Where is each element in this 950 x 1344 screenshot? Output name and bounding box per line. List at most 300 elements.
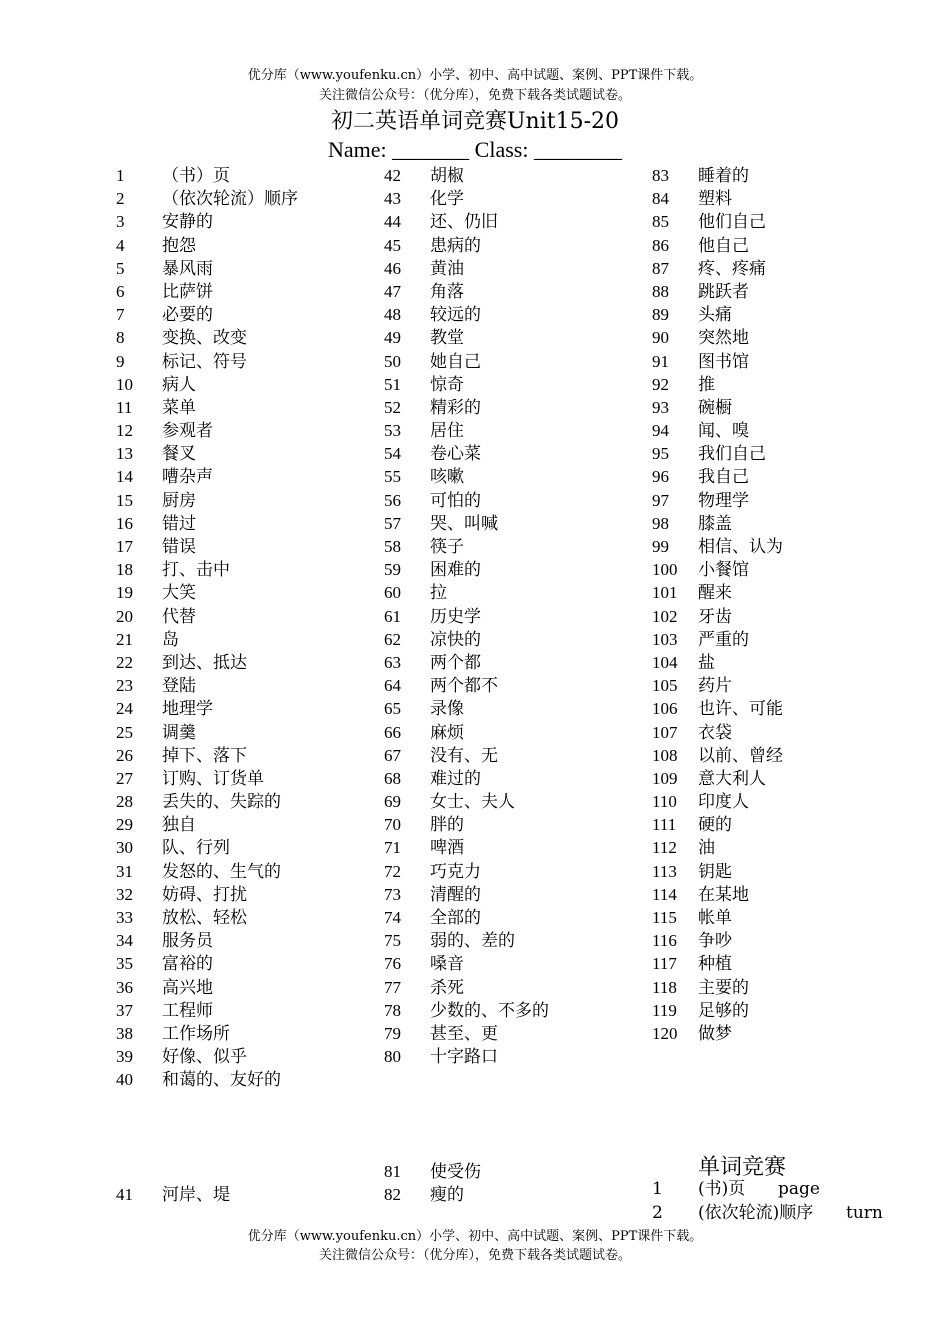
word-item [384, 257, 549, 280]
word-item [652, 535, 783, 558]
word-chinese: 录像 [430, 699, 464, 720]
word-chinese: 卷心菜 [430, 444, 481, 465]
word-chinese: 安静的 [162, 212, 213, 233]
word-chinese: 黄油 [430, 258, 464, 279]
word-chinese: 错过 [162, 513, 196, 534]
word-number: 43 [384, 189, 401, 209]
word-chinese: 头痛 [698, 305, 732, 326]
word-item [116, 999, 298, 1022]
page-title: 初二英语单词竞赛Unit15-20 [330, 109, 619, 134]
word-column-3 [652, 164, 783, 1045]
word-chinese: 暴风雨 [162, 258, 213, 279]
word-item [652, 442, 783, 465]
word-item [652, 419, 783, 442]
word-chinese: 她自己 [430, 351, 481, 372]
word-number: 54 [384, 444, 401, 464]
word-number: 37 [116, 1000, 133, 1020]
word-number: 117 [652, 954, 677, 974]
word-number: 52 [384, 397, 401, 417]
word-chinese: 疼、疼痛 [698, 258, 766, 279]
word-number: 3 [116, 212, 125, 232]
word-chinese: 帐单 [698, 908, 732, 928]
word-number: 55 [384, 467, 401, 487]
word-number: 64 [384, 676, 401, 696]
word-item [652, 257, 783, 280]
word-item [384, 628, 549, 651]
word-item [384, 790, 549, 813]
word-number: 113 [652, 861, 677, 881]
word-number: 56 [384, 490, 401, 510]
word-number: 23 [116, 676, 133, 696]
word-number: 106 [652, 699, 678, 719]
word-number: 10 [116, 374, 133, 394]
word-chinese: 油 [698, 838, 715, 859]
word-chinese: 菜单 [162, 397, 196, 418]
word-number: 41 [116, 1185, 133, 1204]
word-chinese: 药片 [698, 676, 732, 697]
word-chinese: 胡椒 [430, 166, 464, 186]
word-chinese: 惊奇 [430, 374, 464, 395]
word-chinese: 病人 [162, 374, 196, 395]
word-number: 74 [384, 908, 401, 927]
word-item [652, 512, 783, 535]
word-chinese: 患病的 [430, 235, 481, 256]
word-number: 78 [384, 1000, 401, 1020]
word-number: 26 [116, 745, 133, 765]
word-chinese: （依次轮流）顺序 [162, 189, 298, 210]
word-item [384, 442, 549, 465]
word-number: 32 [116, 884, 133, 904]
word-number: 47 [384, 281, 401, 301]
word-item [116, 1022, 298, 1045]
word-item [652, 976, 783, 999]
word-item [116, 1045, 298, 1068]
word-number: 61 [384, 606, 401, 626]
answer-number: 1 [652, 1179, 663, 1199]
word-number: 107 [652, 722, 678, 742]
word-number: 27 [116, 768, 133, 788]
word-chinese: 突然地 [698, 328, 749, 349]
word-number: 50 [384, 351, 401, 371]
word-item [384, 373, 549, 396]
word-item [116, 628, 298, 651]
word-number: 72 [384, 861, 401, 881]
word-item [116, 164, 298, 187]
word-number: 94 [652, 421, 669, 441]
word-item [384, 396, 549, 419]
word-item [116, 1068, 298, 1091]
word-number: 9 [116, 351, 125, 371]
word-item [652, 952, 783, 975]
word-number: 19 [116, 583, 133, 603]
word-chinese: 筷子 [430, 537, 464, 557]
word-item [652, 558, 783, 581]
word-number: 101 [652, 583, 678, 603]
word-chinese: 以前、曾经 [698, 745, 783, 766]
word-item [652, 883, 783, 906]
word-chinese: 工作场所 [162, 1023, 230, 1044]
word-chinese: 跳跃者 [698, 281, 749, 302]
word-item [652, 280, 783, 303]
word-chinese: 错误 [162, 537, 196, 557]
word-chinese: 较远的 [430, 305, 481, 326]
word-number: 98 [652, 513, 669, 533]
word-chinese: 衣袋 [698, 722, 732, 743]
word-number: 75 [384, 931, 401, 951]
word-number: 81 [384, 1162, 401, 1181]
word-chinese: 全部的 [430, 908, 481, 928]
word-chinese: 睡着的 [698, 166, 749, 186]
word-item [652, 721, 783, 744]
word-chinese: 登陆 [162, 676, 196, 697]
word-number: 87 [652, 258, 669, 278]
word-item [116, 674, 298, 697]
word-number: 8 [116, 328, 125, 348]
word-number: 95 [652, 444, 669, 464]
word-number: 59 [384, 560, 401, 580]
word-chinese: 独自 [162, 815, 196, 836]
word-item [384, 999, 549, 1022]
word-number: 35 [116, 954, 133, 974]
word-number: 63 [384, 652, 401, 672]
word-chinese: 女士、夫人 [430, 792, 515, 813]
word-item [384, 767, 549, 790]
word-item [652, 164, 783, 187]
word-chinese: 十字路口 [430, 1047, 498, 1068]
word-item [384, 952, 549, 975]
word-chinese: 使受伤 [430, 1162, 481, 1182]
word-number: 5 [116, 258, 125, 278]
word-item [652, 651, 783, 674]
word-number: 86 [652, 235, 669, 255]
word-chinese: 醒来 [698, 583, 732, 604]
word-item [652, 605, 783, 628]
word-chinese: 困难的 [430, 560, 481, 581]
word-chinese: 必要的 [162, 305, 213, 326]
word-number: 29 [116, 815, 133, 835]
word-number: 25 [116, 722, 133, 742]
word-number: 96 [652, 467, 669, 487]
word-number: 65 [384, 699, 401, 719]
word-chinese: 两个都 [430, 652, 481, 673]
word-number: 20 [116, 606, 133, 626]
word-chinese: 订购、订货单 [162, 768, 264, 789]
word-number: 73 [384, 884, 401, 904]
word-item [116, 697, 298, 720]
word-item [652, 465, 783, 488]
word-number: 42 [384, 166, 401, 185]
word-item [652, 303, 783, 326]
footer-line-1: 优分库（www.youfenku.cn）小学、初中、高中试题、案例、PPT课件下载。 [247, 1229, 703, 1244]
word-chinese: 弱的、差的 [430, 931, 515, 952]
word-column-1 [116, 164, 298, 1092]
word-item [116, 651, 298, 674]
word-chinese: 妨碍、打扰 [162, 884, 247, 905]
word-chinese: 种植 [698, 954, 732, 975]
word-item [652, 1022, 783, 1045]
word-chinese: 膝盖 [698, 513, 732, 534]
word-item [116, 976, 298, 999]
word-chinese: 我们自己 [698, 444, 766, 465]
word-number: 67 [384, 745, 401, 765]
word-item [116, 442, 298, 465]
word-chinese: 足够的 [698, 1000, 749, 1021]
word-number: 40 [116, 1070, 133, 1090]
word-number: 77 [384, 977, 401, 997]
word-chinese: 河岸、堤 [162, 1185, 230, 1205]
word-number: 4 [116, 235, 125, 255]
word-item [116, 326, 298, 349]
word-item [384, 1160, 481, 1183]
word-number: 82 [384, 1185, 401, 1205]
word-chinese: 他自己 [698, 235, 749, 256]
word-item [384, 1022, 549, 1045]
word-chinese: 也许、可能 [698, 699, 783, 720]
word-chinese: 角落 [430, 281, 464, 302]
word-item [652, 350, 783, 373]
word-item [384, 419, 549, 442]
word-number: 102 [652, 606, 678, 626]
word-chinese: 比萨饼 [162, 281, 213, 302]
word-number: 60 [384, 583, 401, 603]
word-item [384, 465, 549, 488]
word-chinese: 大笑 [162, 583, 196, 604]
word-number: 69 [384, 792, 401, 812]
answer-chinese: (依次轮流)顺序 [698, 1203, 814, 1223]
word-number: 34 [116, 931, 133, 951]
word-number: 97 [652, 490, 669, 510]
word-item [384, 234, 549, 257]
word-number: 48 [384, 305, 401, 325]
word-item [116, 744, 298, 767]
word-item [384, 558, 549, 581]
word-item [384, 1045, 549, 1068]
word-chinese: 物理学 [698, 490, 749, 511]
word-chinese: 我自己 [698, 467, 749, 488]
word-item [652, 906, 783, 929]
word-number: 46 [384, 258, 401, 278]
word-item [384, 836, 549, 859]
word-chinese: 哭、叫喊 [430, 513, 498, 534]
word-chinese: 做梦 [698, 1023, 732, 1044]
word-item [384, 813, 549, 836]
word-column-2-continued [384, 1160, 481, 1206]
word-chinese: 参观者 [162, 421, 213, 442]
word-item [116, 906, 298, 929]
word-item [384, 929, 549, 952]
word-number: 36 [116, 977, 133, 997]
word-number: 49 [384, 328, 401, 348]
word-item [652, 790, 783, 813]
word-number: 28 [116, 792, 133, 812]
word-item [116, 721, 298, 744]
word-item [384, 187, 549, 210]
word-chinese: 甚至、更 [430, 1023, 498, 1044]
word-item [116, 605, 298, 628]
word-number: 93 [652, 397, 669, 417]
word-chinese: 丢失的、失踪的 [162, 792, 281, 813]
word-number: 105 [652, 676, 678, 696]
word-number: 31 [116, 861, 133, 881]
word-number: 44 [384, 212, 401, 232]
word-item [652, 813, 783, 836]
word-item [384, 605, 549, 628]
word-item [384, 744, 549, 767]
word-item [652, 860, 783, 883]
word-chinese: 推 [698, 374, 715, 395]
name-class-line: Name: _______ Class: ________ [328, 137, 622, 162]
answer-number: 2 [652, 1203, 663, 1223]
answer-english: page [778, 1179, 820, 1199]
word-number: 38 [116, 1023, 133, 1043]
word-item [116, 373, 298, 396]
word-item [116, 1183, 230, 1206]
word-number: 91 [652, 351, 669, 371]
word-chinese: 嗓音 [430, 954, 464, 975]
word-chinese: 咳嗽 [430, 467, 464, 488]
word-item [116, 350, 298, 373]
word-number: 24 [116, 699, 133, 719]
word-item [652, 489, 783, 512]
word-chinese: 标记、符号 [162, 351, 247, 372]
word-number: 1 [116, 166, 125, 185]
word-item [652, 326, 783, 349]
word-number: 21 [116, 629, 133, 649]
footer-line-2: 关注微信公众号：（优分库），免费下载各类试题试卷。 [318, 1248, 631, 1263]
word-number: 30 [116, 838, 133, 858]
word-chinese: 牙齿 [698, 606, 732, 627]
word-number: 80 [384, 1047, 401, 1067]
word-chinese: 争吵 [698, 931, 732, 952]
word-item [384, 697, 549, 720]
word-number: 79 [384, 1023, 401, 1043]
word-number: 90 [652, 328, 669, 348]
word-item [384, 906, 549, 929]
word-item [116, 558, 298, 581]
word-item [116, 767, 298, 790]
word-item [384, 976, 549, 999]
word-chinese: 难过的 [430, 768, 481, 789]
word-item [116, 836, 298, 859]
word-item [384, 651, 549, 674]
word-item [116, 257, 298, 280]
word-number: 17 [116, 537, 133, 556]
word-number: 16 [116, 513, 133, 533]
word-number: 71 [384, 838, 401, 858]
word-number: 12 [116, 421, 133, 441]
word-chinese: 瘦的 [430, 1185, 464, 1206]
word-chinese: 抱怨 [162, 235, 196, 256]
word-item [116, 489, 298, 512]
word-item [384, 350, 549, 373]
word-item [116, 280, 298, 303]
word-number: 112 [652, 838, 677, 858]
word-number: 120 [652, 1023, 678, 1043]
word-number: 89 [652, 305, 669, 325]
word-number: 15 [116, 490, 133, 510]
word-item [116, 465, 298, 488]
word-number: 110 [652, 792, 677, 812]
word-number: 109 [652, 768, 678, 788]
word-item [116, 790, 298, 813]
answer-chinese: (书)页 [698, 1179, 746, 1199]
word-item [652, 210, 783, 233]
word-number: 119 [652, 1000, 677, 1020]
word-chinese: 相信、认为 [698, 537, 783, 557]
word-number: 100 [652, 560, 678, 580]
word-number: 18 [116, 560, 133, 580]
word-number: 99 [652, 537, 669, 556]
word-item [116, 581, 298, 604]
word-chinese: 好像、似乎 [162, 1047, 247, 1068]
word-number: 116 [652, 931, 677, 951]
word-chinese: 和蔼的、友好的 [162, 1070, 281, 1091]
word-chinese: 掉下、落下 [162, 745, 247, 766]
word-item [384, 883, 549, 906]
word-item [384, 303, 549, 326]
word-item [384, 210, 549, 233]
word-item [652, 581, 783, 604]
word-item [652, 396, 783, 419]
word-number: 103 [652, 629, 678, 649]
word-chinese: 居住 [430, 421, 464, 442]
word-chinese: 教堂 [430, 328, 464, 349]
word-item [384, 721, 549, 744]
word-chinese: 可怕的 [430, 490, 481, 511]
word-number: 84 [652, 189, 669, 209]
word-chinese: 杀死 [430, 977, 464, 998]
word-item [116, 929, 298, 952]
word-item [116, 234, 298, 257]
word-item [116, 813, 298, 836]
word-item [384, 860, 549, 883]
word-chinese: 还、仍旧 [430, 212, 498, 233]
word-number: 6 [116, 281, 125, 301]
word-number: 58 [384, 537, 401, 556]
word-number: 68 [384, 768, 401, 788]
word-number: 108 [652, 745, 678, 765]
word-chinese: 岛 [162, 629, 179, 650]
word-chinese: 意大利人 [698, 768, 766, 789]
word-column-1-continued [116, 1183, 230, 1206]
word-item [384, 581, 549, 604]
word-chinese: 放松、轻松 [162, 908, 247, 928]
word-item [652, 697, 783, 720]
word-chinese: 在某地 [698, 884, 749, 905]
word-number: 92 [652, 374, 669, 394]
word-chinese: 高兴地 [162, 977, 213, 998]
word-item [116, 187, 298, 210]
word-chinese: 工程师 [162, 1000, 213, 1021]
word-number: 104 [652, 652, 678, 672]
word-chinese: 塑料 [698, 189, 732, 210]
answer-english: turn [846, 1203, 883, 1223]
word-item [384, 535, 549, 558]
word-item [384, 164, 549, 187]
word-item [384, 512, 549, 535]
word-chinese: 富裕的 [162, 954, 213, 975]
word-item [384, 674, 549, 697]
word-item [652, 628, 783, 651]
word-chinese: 巧克力 [430, 861, 481, 882]
word-chinese: 两个都不 [430, 676, 498, 697]
word-number: 13 [116, 444, 133, 464]
word-item [116, 860, 298, 883]
word-chinese: 变换、改变 [162, 328, 247, 349]
word-number: 11 [116, 397, 133, 417]
word-number: 115 [652, 908, 677, 927]
word-item [652, 187, 783, 210]
